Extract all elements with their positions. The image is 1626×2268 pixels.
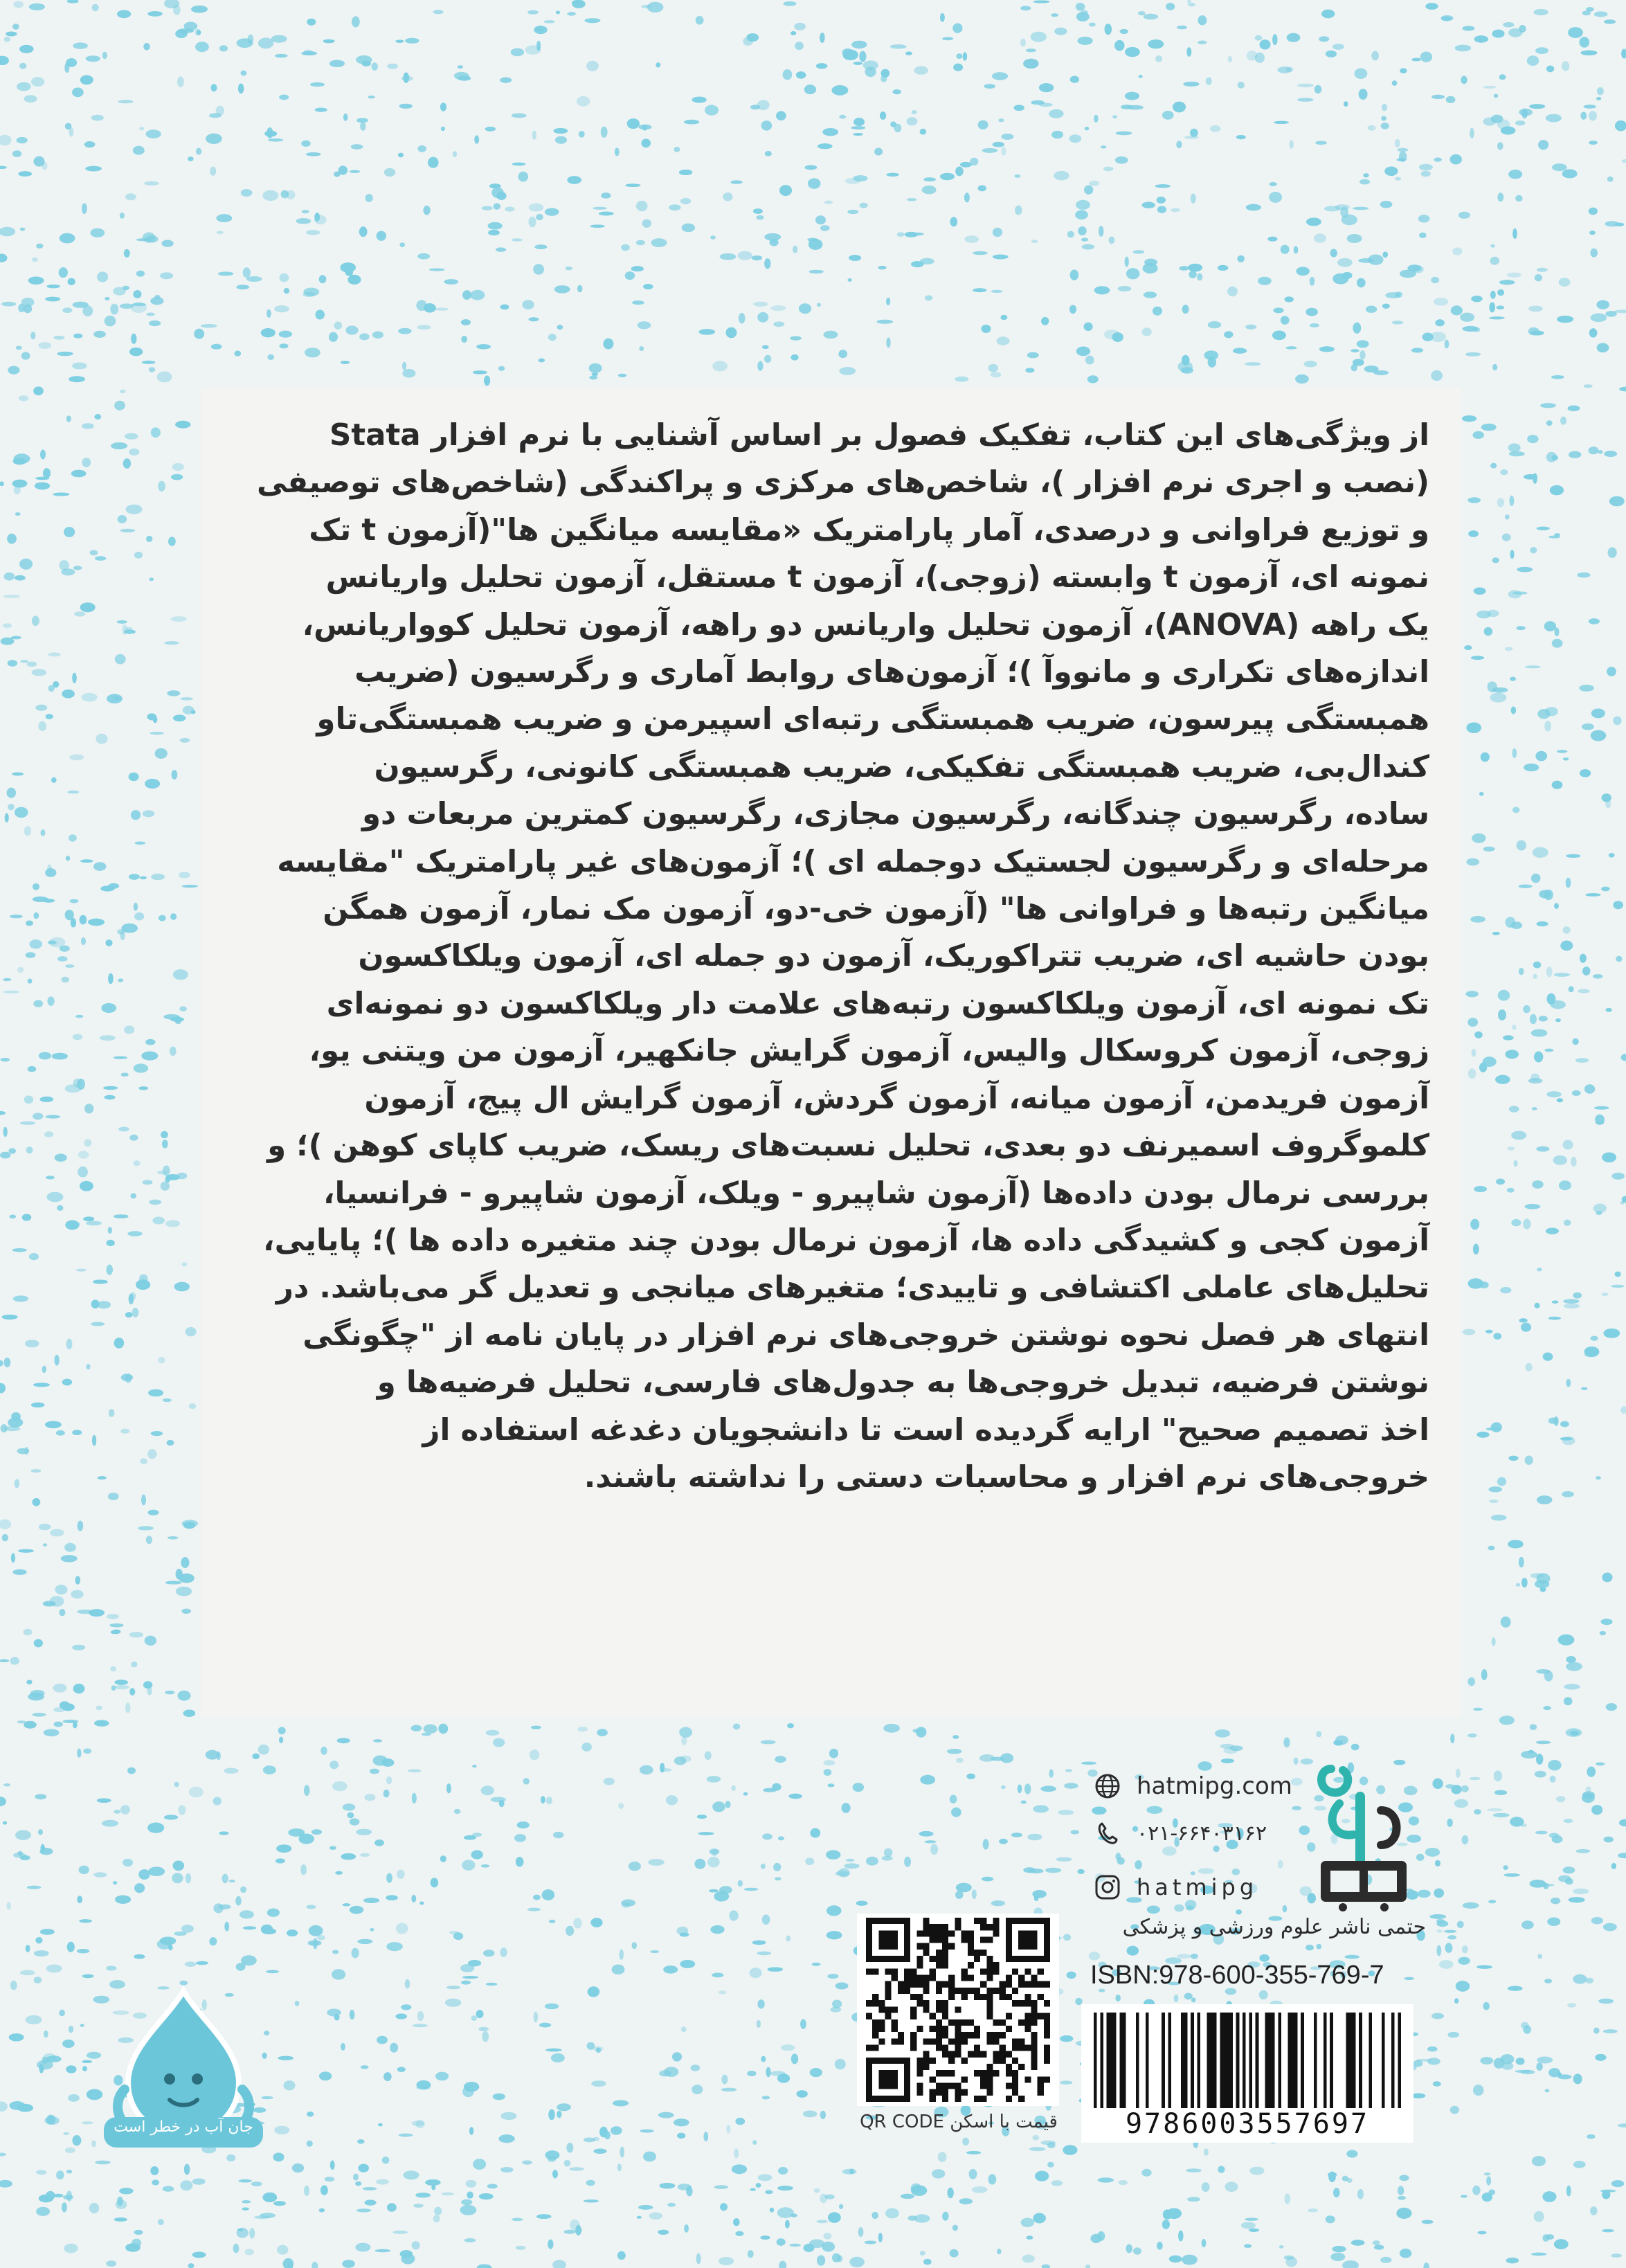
description-line: آزمون کجی و کشیدگی داده ها، آزمون نرمال بودن چند متغیره داده ها )؛ پایایی، — [263, 1223, 1429, 1258]
description-line: از ویژگی‌های این کتاب، تفکیک فصول بر اساس آشنایی با نرم افزار Stata — [329, 418, 1429, 453]
instagram-text: hatmipg — [1137, 1874, 1258, 1900]
phone-icon — [1094, 1819, 1121, 1847]
description-line: میانگین رتبه‌ها و فراوانی ها" (آزمون خی-دو، آزمون مک نمار، آزمون همگن — [323, 892, 1429, 927]
globe-icon — [1094, 1772, 1121, 1800]
description-line: خروجی‌های نرم افزار و محاسبات دستی را نداشته باشند. — [584, 1459, 1429, 1495]
description-line: تک نمونه ای، آزمون ویلکاکسون رتبه‌های علامت دار ویلکاکسون دو نمونه‌ای — [326, 986, 1429, 1021]
isbn-barcode — [1081, 2004, 1413, 2143]
description-line: زوجی، آزمون کروسکال والیس، آزمون گرایش جانکهیر، آزمون من ویتنی یو، — [309, 1034, 1429, 1069]
description-line: اندازه‌های تکراری و مانووآ )؛ آزمون‌های روابط آماری و رگرسیون (ضریب — [354, 655, 1429, 690]
description-line: اخذ تصمیم صحیح" ارایه گردیده است تا دانشجویان دغدغه استفاده از — [422, 1412, 1429, 1448]
water-drop-badge-icon — [97, 1986, 270, 2166]
qr-code[interactable] — [862, 1918, 1054, 2102]
description-line: کلموگروف اسمیرنف دو بعدی، تحلیل نسبت‌های ریسک، ضریب کاپای کوهن )؛ و — [267, 1128, 1429, 1164]
instagram-icon — [1094, 1873, 1121, 1901]
barcode-digits: 9786003557697 — [1125, 2108, 1370, 2140]
badge-label: جان آب در خطر است — [114, 2118, 253, 2136]
phone-text: ۰۲۱-۶۶۴۰۳۱۶۲ — [1137, 1821, 1267, 1846]
description-line: یک راهه (ANOVA)، آزمون تحلیل واریانس دو راهه، آزمون تحلیل کوواریانس، — [302, 607, 1429, 642]
barcode-bars — [1094, 2013, 1401, 2108]
qr-caption: قیمت با اسکن QR CODE — [860, 2112, 1058, 2132]
description-line: آزمون فریدمن، آزمون میانه، آزمون گردش، آزمون گرایش ال پیج، آزمون — [364, 1081, 1429, 1116]
description-line: نمونه ای، آزمون t وابسته (زوجی)، آزمون t مستقل، آزمون تحلیل واریانس — [325, 560, 1429, 595]
book-description — [222, 412, 1429, 1501]
description-line: و توزیع فراوانی و درصدی، آمار پارامتریک «مقایسه میانگین ها"(آزمون t تک — [309, 512, 1429, 548]
publisher-logo-icon — [1312, 1762, 1416, 1914]
instagram-contact[interactable] — [1094, 1873, 1258, 1901]
description-line: (نصب و اجری نرم افزار )، شاخص‌های مرکزی و پراکندگی (شاخص‌های توصیفی — [256, 465, 1429, 501]
publisher-name: حتمی ناشر علوم ورزشی و پزشکی — [1122, 1915, 1426, 1939]
description-line: نوشتن فرضیه، تبدیل خروجی‌ها به جدول‌های فارسی، تحلیل فرضیه‌ها و — [377, 1365, 1429, 1401]
phone-contact[interactable] — [1094, 1819, 1267, 1847]
description-line: همبستگی پیرسون، ضریب همبستگی رتبه‌ای اسپیرمن و ضریب همبستگی‌تاو — [316, 702, 1429, 737]
description-line: ساده، رگرسیون چندگانه، رگرسیون مجازی، رگرسیون کمترین مربعات دو — [362, 797, 1429, 832]
description-line: انتهای هر فصل نحوه نوشتن خروجی‌های نرم افزار در پایان نامه از "چگونگی — [302, 1317, 1429, 1353]
description-line: بررسی نرمال بودن داده‌ها (آزمون شاپیرو - ویلک، آزمون شاپیرو - فرانسیا، — [323, 1176, 1429, 1211]
description-line: تحلیل‌های عاملی اکتشافی و تاییدی؛ متغیرهای میانجی و تعدیل گر می‌باشد. در — [275, 1270, 1429, 1306]
description-line: مرحله‌ای و رگرسیون لجستیک دوجمله ای )؛ آزمون‌های غیر پارامتریک "مقایسه — [277, 844, 1429, 879]
isbn: ISBN:978-600-355-769-7 — [1090, 1961, 1384, 1990]
website-text: hatmipg.com — [1137, 1772, 1292, 1800]
description-line: بودن حاشیه ای، ضریب تتراکوریک، آزمون دو جمله ای، آزمون ویلکاکسون — [358, 939, 1429, 974]
description-line: کندال‌بی، ضریب همبستگی تفکیکی، ضریب همبستگی کانونی، رگرسیون — [374, 749, 1429, 784]
website-contact[interactable] — [1094, 1772, 1292, 1800]
